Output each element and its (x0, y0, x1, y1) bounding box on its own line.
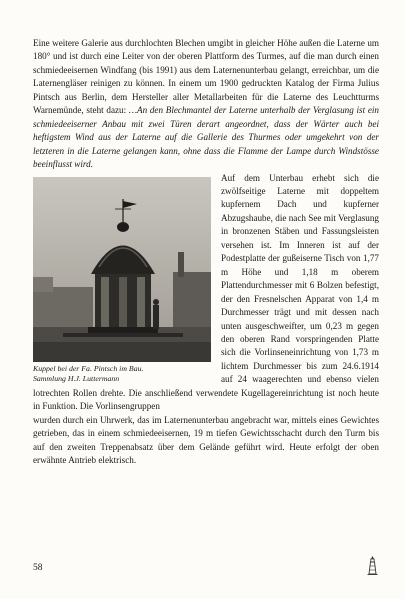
lantern-dome-photo (33, 177, 211, 362)
figure (33, 172, 211, 385)
figure-caption (33, 364, 211, 385)
caption-title: Kuppel bei der Fa. Pintsch im Bau. (33, 363, 144, 373)
figure-section (33, 172, 379, 414)
paragraph-intro (33, 37, 379, 172)
caption-credit: Sammlung H.J. Luttermann (33, 374, 120, 384)
paragraph-lantern: Auf dem Unterbau erhebt sich die zwölfseitige Laterne mit doppeltem kupfernem Dach und kupferner Abzugshaube, die nach See mit Verglasung in bronzenen Stäben und Fassungsleisten versehen ist. Im Inneren ist auf der Podestplatte der gußeiserne Tisch von 1,77 m Höhe und 1,18 m oberem Plattendurchmesser mit 6 Bolzen befestigt, der den Fresnelschen Apparat von 1,4 m Durchmesser trägt und mit dessen nach unten ausgeschweifter, um 0,23 m gegen den oberen Rand vorspringenden Platte sich die Vorlinseneinrichtung von 1,73 m lichtem Durchmesser bis zum 24.6.1914 auf 24 waagerechten und ebenso vielen lotrechten Rollen drehte. Die anschließend verwendete Kugellagereinrichtung ist noch heute in Funktion. Die Vorlinsengruppen (33, 172, 379, 412)
lighthouse-icon (366, 555, 379, 576)
intro-text: Eine weitere Galerie aus durchlochten Blechen umgibt in gleicher Höhe außen die Laterne um 180° und ist durch eine Leiter von der oberen Plattform des Turmes, auf die man durch einen schmiedeeisernen Windfang (bis 1991) aus dem Laternenunterbau gelangt, erreichbar, um die Laternengläser reinigen zu können. In einem um 1900 gedruckten Katalog der Firma Julius Pintsch aus Berlin, dem Hersteller aller Metallarbeiten für die Laterne des Leuchtturms Warnemünde, steht dazu: (33, 38, 379, 116)
paragraph-clockwork: wurden durch ein Uhrwerk, das im Laternenunterbau angebracht war, mittels eines Gewichtes getrieben, das in einem schmiedeeisernen, 19 m tiefen Gewichtsschacht durch den Turm bis auf den zweiten Treppenabsatz über dem Gelände geführt wird. Heute erfolgt der oben erwähnte Antrieb elektrisch. (33, 414, 379, 466)
historic-photo (33, 177, 211, 362)
page-number: 58 (33, 563, 43, 573)
page-content (33, 37, 379, 468)
catalog-quote: …An den Blechmantel der Laterne unterhalb der Verglasung ist ein schmiedeeiserner Anbau mit zwei Türen derart angeordnet, dass der Wärter auch bei heftigstem Wind aus der Laterne auf die Gallerie des Thurmes oder umgekehrt von der letzteren in die Laterne gelangen kann, ohne dass die Flamme der Lampe durch Windstösse beeinflusst wird. (33, 105, 379, 170)
